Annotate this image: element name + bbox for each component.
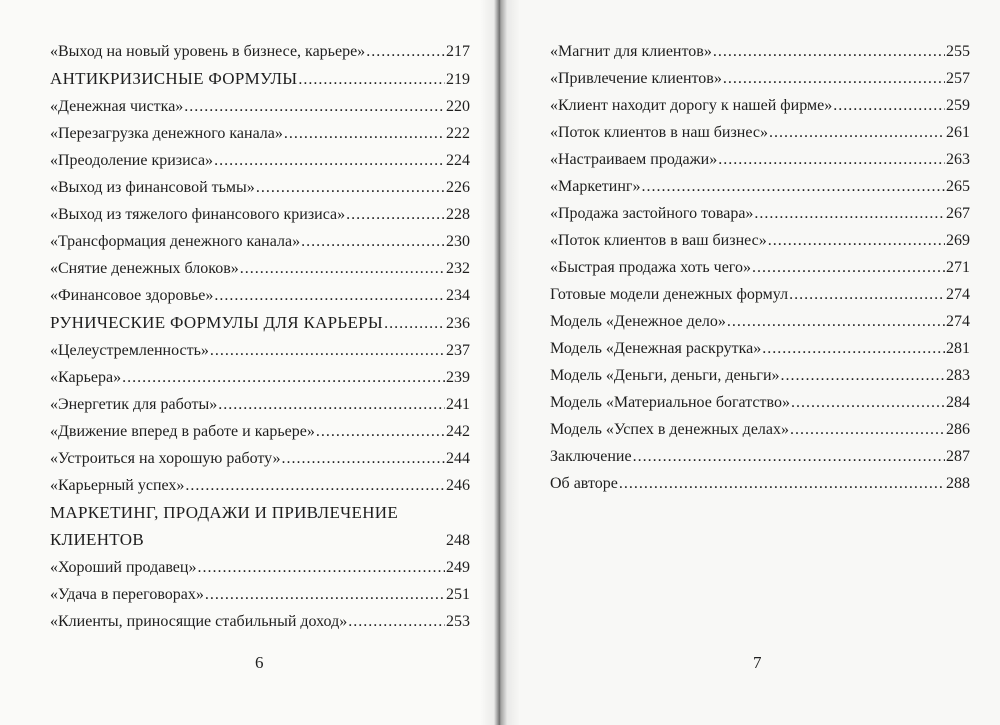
toc-entry-title: «Настраиваем продажи» (550, 151, 718, 168)
toc-entry-title: «Трансформация денежного канала» (50, 233, 301, 250)
toc-entry-title: «Быстрая продажа хоть чего» (550, 259, 751, 276)
toc-entry-title: «Маркетинг» (550, 178, 641, 195)
toc-entry (50, 364, 470, 391)
toc-entry-page: 251 (446, 586, 470, 603)
toc-entry-page: 232 (446, 260, 470, 277)
toc-entry-page: 241 (446, 396, 470, 413)
dot-leader (790, 416, 945, 443)
toc-entry (50, 445, 470, 472)
toc-entry-title: «Финансовое здоровье» (50, 287, 214, 304)
toc-entry-page: 253 (446, 613, 470, 630)
dot-leader (282, 445, 445, 472)
toc-entry-title: «Выход из финансовой тьмы» (50, 179, 255, 196)
toc-entry (550, 470, 970, 497)
dot-leader (256, 174, 445, 201)
toc-entry-page: 255 (946, 43, 970, 60)
dot-leader (366, 38, 445, 65)
dot-leader (781, 362, 945, 389)
toc-entry (50, 201, 470, 228)
dot-leader (185, 472, 445, 499)
toc-entry-page: 234 (446, 287, 470, 304)
toc-entry-page: 284 (946, 394, 970, 411)
toc-entry-page: 267 (946, 205, 970, 222)
dot-leader (184, 93, 445, 120)
toc-entry-title: Заключение (550, 448, 632, 465)
dot-leader (384, 310, 445, 337)
toc-entry-title: «Клиент находит дорогу к нашей фирме» (550, 97, 833, 114)
toc-list-right (550, 38, 970, 497)
toc-entry-page: 265 (946, 178, 970, 195)
toc-entry-title: «Поток клиентов в ваш бизнес» (550, 232, 767, 249)
toc-entry-title: «Устроиться на хорошую работу» (50, 450, 281, 467)
toc-entry-title: «Движение вперед в работе и карьере» (50, 423, 315, 440)
toc-entry-page: 246 (446, 477, 470, 494)
dot-leader (768, 227, 945, 254)
dot-leader (214, 282, 445, 309)
toc-entry-title: АНТИКРИЗИСНЫЕ ФОРМУЛЫ (50, 69, 298, 88)
toc-entry-title: Готовые модели денежных формул (550, 286, 789, 303)
toc-entry-title: «Привлечение клиентов» (550, 70, 722, 87)
toc-entry-title: РУНИЧЕСКИЕ ФОРМУЛЫ ДЛЯ КАРЬЕРЫ (50, 313, 384, 332)
dot-leader (641, 173, 945, 200)
toc-entry (550, 335, 970, 362)
dot-leader (197, 554, 445, 581)
dot-leader (346, 201, 445, 228)
toc-entry-page: 288 (946, 475, 970, 492)
toc-entry-page: 244 (446, 450, 470, 467)
toc-entry (50, 554, 470, 581)
left-page (0, 0, 498, 725)
dot-leader (791, 389, 945, 416)
toc-entry (50, 174, 470, 201)
dot-leader (718, 146, 945, 173)
dot-leader (218, 391, 445, 418)
dot-leader (284, 120, 445, 147)
toc-entry (550, 362, 970, 389)
dot-leader (727, 308, 945, 335)
toc-entry-title: «Целеустремленность» (50, 342, 209, 359)
toc-entry-page: 237 (446, 342, 470, 359)
toc-entry-page: 259 (946, 97, 970, 114)
toc-entry-page: 224 (446, 152, 470, 169)
toc-entry (550, 200, 970, 227)
toc-entry (550, 281, 970, 308)
toc-entry-page: 242 (446, 423, 470, 440)
toc-entry-title: «Магнит для клиентов» (550, 43, 712, 60)
toc-entry-title: Модель «Материальное богатство» (550, 394, 790, 411)
toc-entry-page: 261 (946, 124, 970, 141)
toc-entry-title: «Удача в переговорах» (50, 586, 204, 603)
toc-entry-title: «Снятие денежных блоков» (50, 260, 239, 277)
toc-entry-page: 230 (446, 233, 470, 250)
dot-leader (752, 254, 945, 281)
page-number: 7 (753, 653, 762, 672)
toc-entry-title: «Энергетик для работы» (50, 396, 218, 413)
dot-leader (214, 147, 445, 174)
dot-leader (769, 119, 945, 146)
toc-entry-page: 222 (446, 125, 470, 142)
toc-list-left (50, 38, 470, 635)
dot-leader (122, 364, 445, 391)
toc-entry-page: 281 (946, 340, 970, 357)
toc-entry-page: 249 (446, 559, 470, 576)
toc-entry (50, 228, 470, 255)
toc-entry (50, 120, 470, 147)
toc-entry (50, 337, 470, 364)
toc-entry (550, 92, 970, 119)
toc-section-heading (50, 499, 470, 554)
dot-leader (316, 418, 445, 445)
dot-leader (619, 470, 945, 497)
toc-section-heading (50, 309, 470, 337)
dot-leader (205, 581, 445, 608)
toc-entry (550, 443, 970, 470)
toc-entry (50, 255, 470, 282)
toc-entry-title: Модель «Денежная раскрутка» (550, 340, 762, 357)
toc-entry (50, 391, 470, 418)
toc-entry-title: «Карьера» (50, 369, 122, 386)
toc-entry-page: 228 (446, 206, 470, 223)
toc-entry-page: 274 (946, 313, 970, 330)
toc-entry (550, 308, 970, 335)
dot-leader (210, 337, 445, 364)
right-page (498, 0, 1000, 725)
toc-entry-title: «Клиенты, приносящие стабильный доход» (50, 613, 348, 630)
toc-entry-title: «Продажа застойного товара» (550, 205, 754, 222)
toc-entry-title: «Преодоление кризиса» (50, 152, 214, 169)
toc-entry (550, 227, 970, 254)
toc-entry-page: 271 (946, 259, 970, 276)
dot-leader (723, 65, 945, 92)
toc-entry-title: «Выход из тяжелого финансового кризиса» (50, 206, 346, 223)
toc-entry-page: 286 (946, 421, 970, 438)
toc-entry (550, 146, 970, 173)
toc-entry (50, 472, 470, 499)
toc-entry-page: 263 (946, 151, 970, 168)
toc-entry-page: 248 (446, 532, 470, 549)
toc-entry-page: 257 (946, 70, 970, 87)
toc-entry (50, 147, 470, 174)
toc-entry (550, 254, 970, 281)
toc-entry-page: 283 (946, 367, 970, 384)
toc-entry-page: 236 (446, 315, 470, 332)
dot-leader (762, 335, 945, 362)
toc-entry (50, 418, 470, 445)
toc-entry-title: «Денежная чистка» (50, 98, 184, 115)
toc-section-heading (50, 65, 470, 93)
toc-entry-title: «Выход на новый уровень в бизнесе, карьере» (50, 43, 366, 60)
toc-entry-title: Модель «Денежное дело» (550, 313, 726, 330)
dot-leader (633, 443, 945, 470)
toc-entry (550, 65, 970, 92)
dot-leader (713, 38, 945, 65)
toc-entry (550, 416, 970, 443)
toc-section-heading-line2: КЛИЕНТОВ (50, 530, 144, 549)
toc-section-heading-line1: МАРКЕТИНГ, ПРОДАЖИ И ПРИВЛЕЧЕНИЕ (50, 503, 399, 522)
toc-entry-page: 219 (446, 71, 470, 88)
toc-entry-page: 269 (946, 232, 970, 249)
toc-entry-page: 226 (446, 179, 470, 196)
toc-entry (550, 38, 970, 65)
toc-entry-page: 239 (446, 369, 470, 386)
toc-entry-page: 274 (946, 286, 970, 303)
toc-entry-title: Модель «Деньги, деньги, деньги» (550, 367, 780, 384)
toc-entry-page: 217 (446, 43, 470, 60)
toc-entry (50, 581, 470, 608)
toc-entry (550, 173, 970, 200)
dot-leader (240, 255, 445, 282)
page-number: 6 (255, 653, 264, 672)
toc-entry (50, 93, 470, 120)
toc-entry-title: «Карьерный успех» (50, 477, 185, 494)
dot-leader (348, 608, 445, 635)
toc-entry-title: Модель «Успех в денежных делах» (550, 421, 790, 438)
dot-leader (789, 281, 945, 308)
toc-entry (550, 119, 970, 146)
toc-entry (550, 389, 970, 416)
toc-entry-page: 287 (946, 448, 970, 465)
toc-entry-title: «Хороший продавец» (50, 559, 197, 576)
dot-leader (301, 228, 445, 255)
toc-entry (50, 282, 470, 309)
dot-leader (298, 66, 445, 93)
dot-leader (833, 92, 945, 119)
toc-entry-title: «Перезагрузка денежного канала» (50, 125, 283, 142)
toc-entry (50, 38, 470, 65)
dot-leader (754, 200, 945, 227)
toc-entry-title: «Поток клиентов в наш бизнес» (550, 124, 768, 141)
toc-entry (50, 608, 470, 635)
book-gutter-shadow (480, 0, 520, 725)
toc-entry-page: 220 (446, 98, 470, 115)
toc-entry-title: Об авторе (550, 475, 618, 492)
